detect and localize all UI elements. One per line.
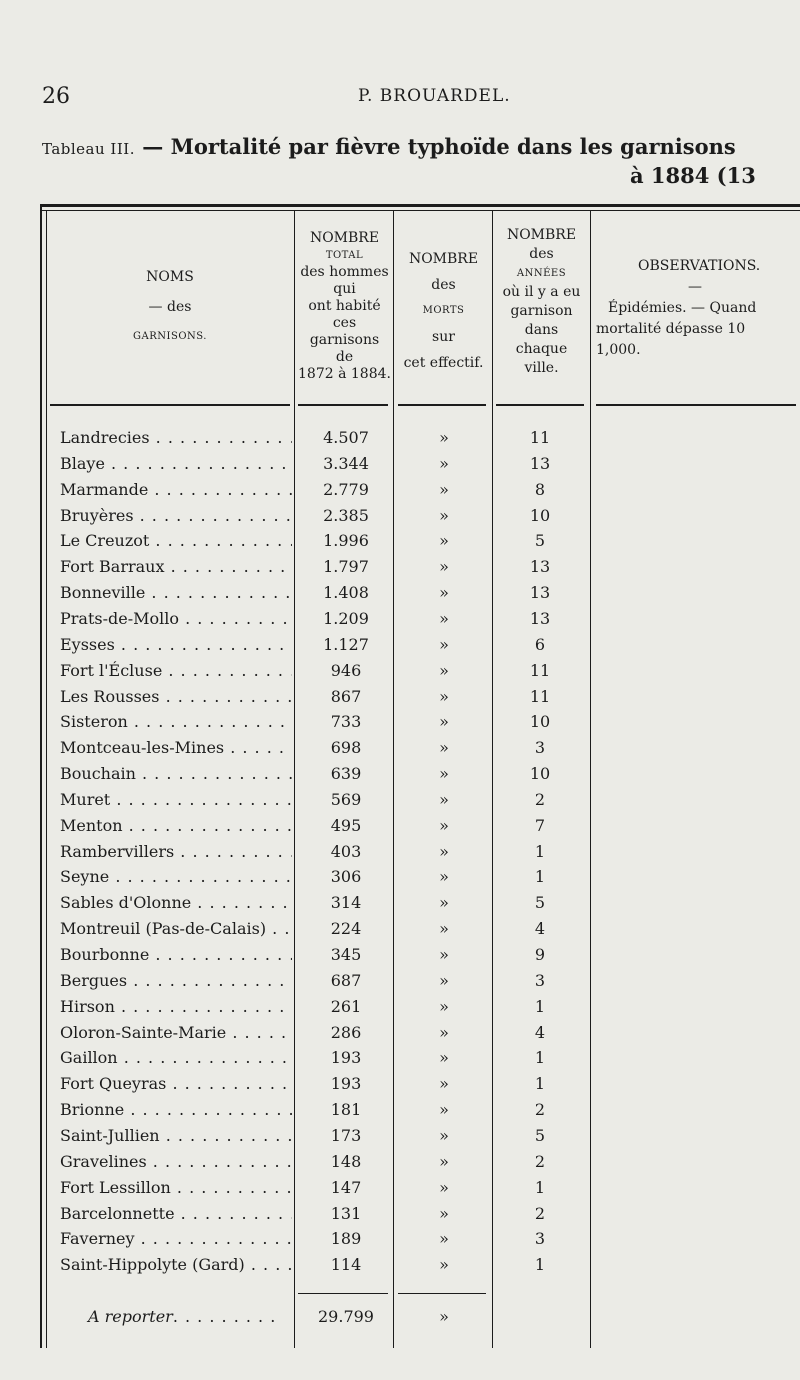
deaths-count: » [439,479,449,499]
years-count: 13 [529,453,551,473]
garrison-name: Prats-de-Mollo . . . [60,609,292,628]
deaths-count: » [439,738,449,758]
years-count: 3 [534,1229,546,1249]
years-count: 7 [534,815,546,835]
years-count: 6 [534,634,546,654]
table-row [0,557,800,583]
table-row [0,506,800,532]
col-header-years-line: chaque [515,341,568,357]
carry-forward-total: 29.799 [318,1307,374,1326]
garrison-name: Bourbonne . . . [60,945,292,964]
total-men: 1.408 [323,583,369,603]
header-bottom-rule [298,404,388,406]
garrison-name: Oloron-Sainte-Marie . . . [60,1023,292,1042]
table-row [0,454,800,480]
garrison-name: Sables d'Olonne . . . [60,893,292,912]
col-header-total-line: de [335,349,354,365]
years-count: 2 [534,1151,546,1171]
years-count: 1 [534,1074,546,1094]
deaths-count: » [439,660,449,680]
deaths-count: » [439,583,449,603]
garrison-name: Barcelonnette . . . [60,1204,292,1223]
total-men: 1.127 [323,634,369,654]
total-men: 403 [330,841,362,861]
col-header-total-line: ont habité [308,298,381,314]
col-header-total-line: qui [333,281,356,297]
years-count: 11 [529,686,551,706]
years-count: 3 [534,970,546,990]
deaths-count: » [439,608,449,628]
total-men: 286 [330,1022,362,1042]
years-count: 2 [534,1100,546,1120]
deaths-count: » [439,1125,449,1145]
total-men: 4.507 [323,428,369,447]
deaths-count: » [439,970,449,990]
col-header-years-line: ANNÉES [516,268,567,279]
deaths-count: » [439,686,449,706]
col-header-years-line: NOMBRE [506,227,577,243]
col-header-observations-line: 1,000. [596,342,641,358]
total-men: 946 [330,660,362,680]
years-count: 11 [529,428,551,447]
table-row [0,687,800,713]
table-row [0,893,800,919]
years-count: 3 [534,738,546,758]
table-row [0,1229,800,1255]
col-header-years-line: dans [524,322,559,338]
deaths-count: » [439,789,449,809]
running-head-author: P. BROUARDEL. [358,86,511,106]
garrison-name: Sisteron . . . [60,712,292,731]
table-row [0,661,800,687]
years-count: 10 [529,505,551,525]
col-header-deaths-line: sur [432,329,455,345]
deaths-count: » [439,634,449,654]
col-header-total-line: 1872 à 1884. [298,366,391,382]
total-men: 193 [330,1074,362,1094]
table-row [0,1178,800,1204]
header-bottom-rule [596,404,796,406]
table-top-rule [40,204,800,207]
total-men: 3.344 [323,453,369,473]
deaths-count: » [439,1203,449,1223]
col-header-years-line: ville. [524,360,559,376]
col-header-years-line: garnison [510,303,573,319]
deaths-count: » [439,428,449,447]
garrison-name: Bonneville . . . [60,583,292,602]
garrison-name: Gaillon . . . [60,1048,292,1067]
years-count: 1 [534,1048,546,1068]
years-count: 13 [529,608,551,628]
total-men: 189 [330,1229,362,1249]
years-count: 1 [534,1177,546,1197]
header-bottom-rule [398,404,486,406]
table-label: Tableau III. [42,140,135,158]
deaths-count: » [439,1048,449,1068]
total-men: 867 [330,686,362,706]
total-men: 173 [330,1125,362,1145]
deaths-count: » [439,505,449,525]
garrison-name: Les Rousses . . . [60,687,292,706]
col-header-names [50,262,290,352]
total-men: 639 [330,764,362,784]
years-count: 10 [529,712,551,732]
garrison-name: Blaye . . . [60,454,292,473]
col-header-names-line: GARNISONS. [133,331,207,342]
deaths-count: » [439,557,449,577]
total-men: 261 [330,996,362,1016]
carry-forward-label: A reporter . . . [88,1307,276,1326]
deaths-count: » [439,1151,449,1171]
table-row [0,816,800,842]
garrison-name: Marmande . . . [60,480,292,499]
deaths-count: » [439,453,449,473]
table-row [0,1152,800,1178]
carry-forward-deaths: » [439,1307,449,1326]
total-men: 1.209 [323,608,369,628]
deaths-count: » [439,1177,449,1197]
total-men: 114 [330,1255,362,1275]
years-count: 9 [534,945,546,964]
deaths-count: » [439,712,449,732]
garrison-name: Fort Queyras . . . [60,1074,292,1093]
header-bottom-rule [50,404,290,406]
table-row [0,1255,800,1281]
total-men: 1.996 [323,531,369,551]
total-men: 345 [330,945,362,964]
years-count: 1 [534,996,546,1016]
table-footer-row [0,1307,800,1333]
deaths-count: » [439,764,449,784]
deaths-count: » [439,919,449,939]
table-row [0,1126,800,1152]
table-row [0,583,800,609]
col-header-observations-line: — [688,279,702,295]
table-title-line2: à 1884 (13 [630,163,756,188]
col-header-total-line: garnisons [309,332,380,348]
table-row [0,428,800,454]
col-header-deaths-line: des [431,277,456,293]
garrison-name: Landrecies . . . [60,428,292,447]
garrison-name: Brionne . . . [60,1100,292,1119]
table-row [0,738,800,764]
garrison-name: Menton . . . [60,816,292,835]
total-men: 2.385 [323,505,369,525]
garrison-name: Muret . . . [60,790,292,809]
col-header-observations-line: mortalité dépasse 10 [596,321,746,337]
years-count: 2 [534,789,546,809]
deaths-count: » [439,1022,449,1042]
total-men: 1.797 [323,557,369,577]
years-count: 1 [534,841,546,861]
years-count: 2 [534,1203,546,1223]
garrison-name: Saint-Jullien . . . [60,1126,292,1145]
col-header-deaths [395,246,492,376]
deaths-count: » [439,1074,449,1094]
col-header-observations [594,256,794,361]
years-count: 13 [529,557,551,577]
table-row [0,1204,800,1230]
header-bottom-rule [496,404,584,406]
deaths-count: » [439,996,449,1016]
garrison-name: Rambervillers . . . [60,842,292,861]
total-men: 193 [330,1048,362,1068]
table-row [0,1048,800,1074]
table-row [0,1100,800,1126]
years-count: 10 [529,764,551,784]
years-count: 8 [534,479,546,499]
col-header-deaths-line: MORTS [422,305,465,316]
page-header [0,84,800,114]
table-row [0,971,800,997]
table-row [0,790,800,816]
table-row [0,609,800,635]
deaths-count: » [439,531,449,551]
deaths-count: » [439,945,449,964]
title-main: Mortalité par fièvre typhoïde dans les garnisons [170,134,736,159]
col-header-deaths-line: cet effectif. [403,355,484,371]
table-row [0,867,800,893]
years-count: 5 [534,1125,546,1145]
table-row [0,945,800,971]
deaths-count: » [439,1229,449,1249]
total-men: 224 [330,919,362,939]
garrison-name: Bruyères . . . [60,506,292,525]
col-header-total-line: NOMBRE [309,230,380,246]
total-men: 306 [330,867,362,887]
years-count: 4 [534,919,546,939]
deaths-count: » [439,1255,449,1275]
page-number: 26 [42,84,70,109]
years-count: 4 [534,1022,546,1042]
years-count: 1 [534,867,546,887]
total-men: 147 [330,1177,362,1197]
total-men: 698 [330,738,362,758]
garrison-name: Le Creuzot . . . [60,531,292,550]
years-count: 5 [534,893,546,913]
garrison-name: Fort Barraux . . . [60,557,292,576]
col-header-names-line: NOMS [146,269,194,285]
table-row [0,842,800,868]
col-header-deaths-line: NOMBRE [408,251,479,267]
title-dash: — [134,134,171,159]
footer-rule [398,1293,486,1294]
footer-rule [298,1293,388,1294]
table-row [0,919,800,945]
table-row [0,531,800,557]
deaths-count: » [439,893,449,913]
garrison-name: Bouchain . . . [60,764,292,783]
years-count: 1 [534,1255,546,1275]
deaths-count: » [439,841,449,861]
col-header-years-line: des [529,246,554,262]
total-men: 2.779 [323,479,369,499]
garrison-name: Gravelines . . . [60,1152,292,1171]
total-men: 495 [330,815,362,835]
col-header-years [493,226,590,378]
total-men: 569 [330,789,362,809]
garrison-name: Fort l'Écluse . . . [60,661,292,680]
col-header-years-line: où il y a eu [502,284,581,300]
garrison-name: Montceau-les-Mines . . . [60,738,292,757]
col-header-names-line: — des [148,299,192,315]
garrison-name: Faverney . . . [60,1229,292,1248]
table-top-rule-inner [40,210,800,211]
years-count: 13 [529,583,551,603]
col-header-total-line: TOTAL [325,250,364,261]
garrison-name: Bergues . . . [60,971,292,990]
table-row [0,997,800,1023]
table-row [0,764,800,790]
total-men: 181 [330,1100,362,1120]
garrison-name: Montreuil (Pas-de-Calais) . . . [60,919,292,938]
table-row [0,712,800,738]
garrison-name: Fort Lessillon . . . [60,1178,292,1197]
deaths-count: » [439,867,449,887]
total-men: 148 [330,1151,362,1171]
years-count: 5 [534,531,546,551]
col-header-observations-line: Épidémies. — Quand [608,300,757,316]
garrison-name: Saint-Hippolyte (Gard) . . . [60,1255,292,1274]
total-men: 687 [330,970,362,990]
garrison-name: Seyne . . . [60,867,292,886]
table-row [0,1074,800,1100]
table-row [0,635,800,661]
years-count: 11 [529,660,551,680]
total-men: 733 [330,712,362,732]
garrison-name: Hirson . . . [60,997,292,1016]
garrison-name: Eysses . . . [60,635,292,654]
col-header-observations-line: OBSERVATIONS. [638,258,761,274]
table-row [0,480,800,506]
deaths-count: » [439,815,449,835]
col-header-total-line: des hommes [300,264,389,280]
total-men: 314 [330,893,362,913]
deaths-count: » [439,1100,449,1120]
table-row [0,1023,800,1049]
total-men: 131 [330,1203,362,1223]
table-title [42,134,736,159]
col-header-total [296,230,393,383]
col-header-total-line: ces [332,315,357,331]
